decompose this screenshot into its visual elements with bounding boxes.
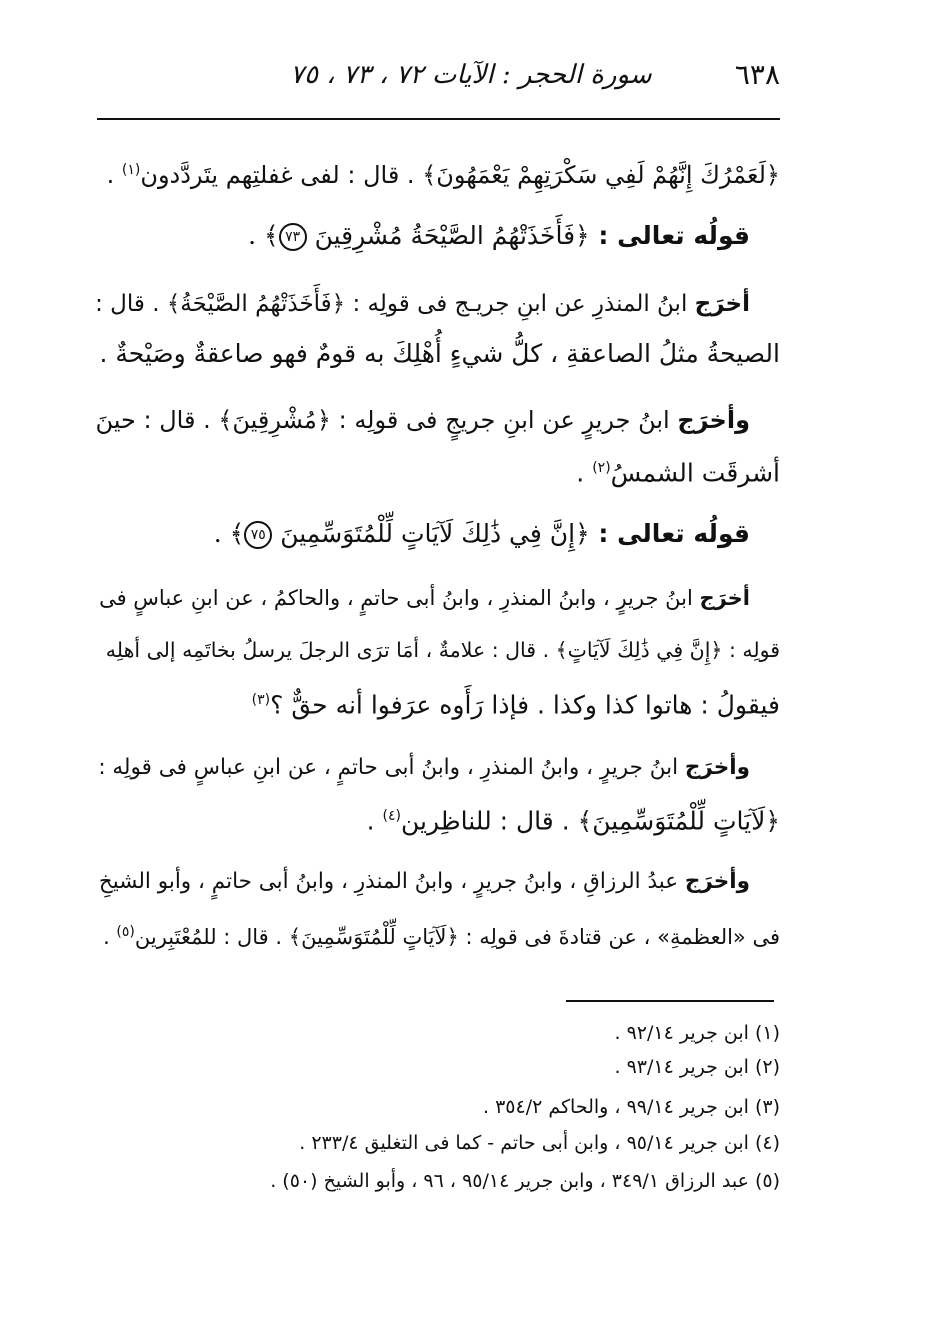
footnote-ref: (٤) — [382, 808, 401, 824]
page-number: ٦٣٨ — [734, 58, 780, 91]
text: ابنُ جريرٍ ، وابنُ المنذرِ ، وابنُ أبى حاتمٍ ، والحاكمُ ، عن ابنِ عباسٍ فى — [99, 586, 700, 610]
text: فى «العظمةِ» ، عن قتادةَ فى قولِه : — [458, 925, 780, 949]
quran-verse: ﴿إِنَّ فِي ذَٰلِكَ لَآيَاتٍ﴾ — [555, 638, 723, 662]
text-line-4: الصيحةُ مثلُ الصاعقةِ ، كلُّ شيءٍ أُهْلِكَ به قومٌ فهو صاعقةٌ وصَيْحةٌ . — [99, 339, 780, 368]
footnote-3: (٣) ابن جرير ٩٩/١٤ ، والحاكم ٣٥٤/٢ . — [482, 1096, 780, 1118]
text-line-14 — [96, 912, 780, 957]
text: . — [106, 161, 122, 189]
text: قولِه : — [722, 638, 780, 662]
footnote-rule — [566, 1000, 774, 1002]
header-rule — [97, 118, 780, 120]
heading: قولُه تعالى : — [589, 221, 750, 250]
text: ﴾ . — [248, 221, 279, 250]
text-line-6 — [96, 448, 780, 493]
text: عبدُ الرزاقِ ، وابنُ جريرٍ ، وابنُ المنذرِ ، وابنُ أبى حاتمٍ ، وأبو الشيخِ — [98, 869, 685, 894]
text-line-12 — [96, 796, 780, 841]
quran-verse: ﴿فَأَخَذَتْهُمُ الصَّيْحَةُ﴾ — [166, 291, 346, 317]
text: ابنُ جريرٍ ، وابنُ المنذرِ ، وابنُ أبى حاتمٍ ، عن ابنِ عباسٍ فى قولِه : — [98, 755, 685, 780]
text-line-11 — [96, 748, 750, 788]
text: ابنُ المنذرِ عن ابنِ جريـج فى قولِه : — [345, 291, 695, 317]
text: . — [576, 458, 593, 488]
footnote-ref: (١) — [121, 162, 141, 178]
text: فيقولُ : هاتوا كذا وكذا . فإذا رَأَوه عرَفوا أنه حقٌّ ؟ — [270, 690, 780, 720]
text: . — [366, 806, 383, 836]
quran-verse: ﴿مُشْرِقِينَ﴾ — [218, 406, 331, 434]
text-line-2 — [96, 216, 750, 256]
running-title: سورة الحجر : الآيات ٧٢ ، ٧٣ ، ٧٥ — [290, 60, 652, 90]
lead-word: وأخرَج — [684, 869, 750, 894]
footnote-ref: (٢) — [592, 460, 611, 476]
text: أشرقَت الشمسُ — [610, 458, 780, 488]
text-line-8 — [96, 578, 750, 618]
verse-number-mark: ٧٥ — [244, 521, 272, 549]
lead-word: أخرَج — [694, 291, 750, 317]
footnote-ref: (٥) — [116, 924, 135, 940]
text: . قال : حينَ — [95, 406, 219, 434]
footnote-1: (١) ابن جرير ٩٢/١٤ . — [614, 1022, 780, 1044]
text: . قال : علامةٌ ، أمَا ترَى الرجلَ يرسلُ بخاتَمِه إلى أهلِه — [105, 638, 556, 662]
quran-verse: ﴿لَعَمْرُكَ إِنَّهُمْ لَفِي سَكْرَتِهِمْ يَعْمَهُونَ﴾ — [422, 161, 780, 189]
verse-number-mark: ٧٣ — [279, 223, 307, 251]
text-line-1 — [96, 150, 780, 195]
lead-word: وأخرَج — [677, 406, 750, 434]
lead-word: وأخرَج — [684, 755, 750, 780]
text-line-3 — [96, 284, 750, 324]
text: . — [103, 925, 117, 949]
footnote-2: (٢) ابن جرير ٩٣/١٤ . — [614, 1056, 780, 1078]
quran-verse: ﴿لَآيَاتٍ لِّلْمُتَوَسِّمِينَ﴾ — [288, 925, 459, 949]
text-line-10 — [96, 680, 780, 725]
text-line-7 — [96, 514, 750, 554]
text: . قال : للناظِرين — [400, 806, 578, 836]
quran-verse: ﴿لَآيَاتٍ لِّلْمُتَوَسِّمِينَ﴾ — [577, 806, 780, 836]
text-line-13 — [96, 862, 750, 902]
footnote-ref: (٣) — [251, 692, 271, 708]
text: . قال : لفى غفلتِهم يتَردَّدون — [140, 161, 423, 189]
quran-verse: ﴿إِنَّ فِي ذَٰلِكَ لَآيَاتٍ لِّلْمُتَوَسِّمِينَ — [280, 519, 590, 548]
heading: قولُه تعالى : — [589, 519, 750, 548]
footnote-4: (٤) ابن جرير ٩٥/١٤ ، وابن أبى حاتم - كما فى التغليق ٢٣٣/٤ . — [299, 1132, 780, 1154]
text: ﴾ . — [213, 519, 245, 548]
text: . قال : للمُعْتَبِرين — [134, 925, 289, 949]
text-line-5 — [96, 400, 750, 440]
lead-word: أخرَج — [699, 586, 750, 610]
text-line-9 — [96, 630, 780, 670]
text: ابنُ جريرٍ عن ابنِ جريجٍ فى قولِه : — [330, 406, 678, 434]
text: . قال : — [95, 291, 167, 317]
footnote-5: (٥) عبد الرزاق ٣٤٩/١ ، وابن جرير ٩٥/١٤ ، ٩٦ ، وأبو الشيخ (٥٠) . — [270, 1170, 780, 1192]
quran-verse: ﴿فَأَخَذَتْهُمُ الصَّيْحَةُ مُشْرِقِينَ — [314, 221, 590, 250]
